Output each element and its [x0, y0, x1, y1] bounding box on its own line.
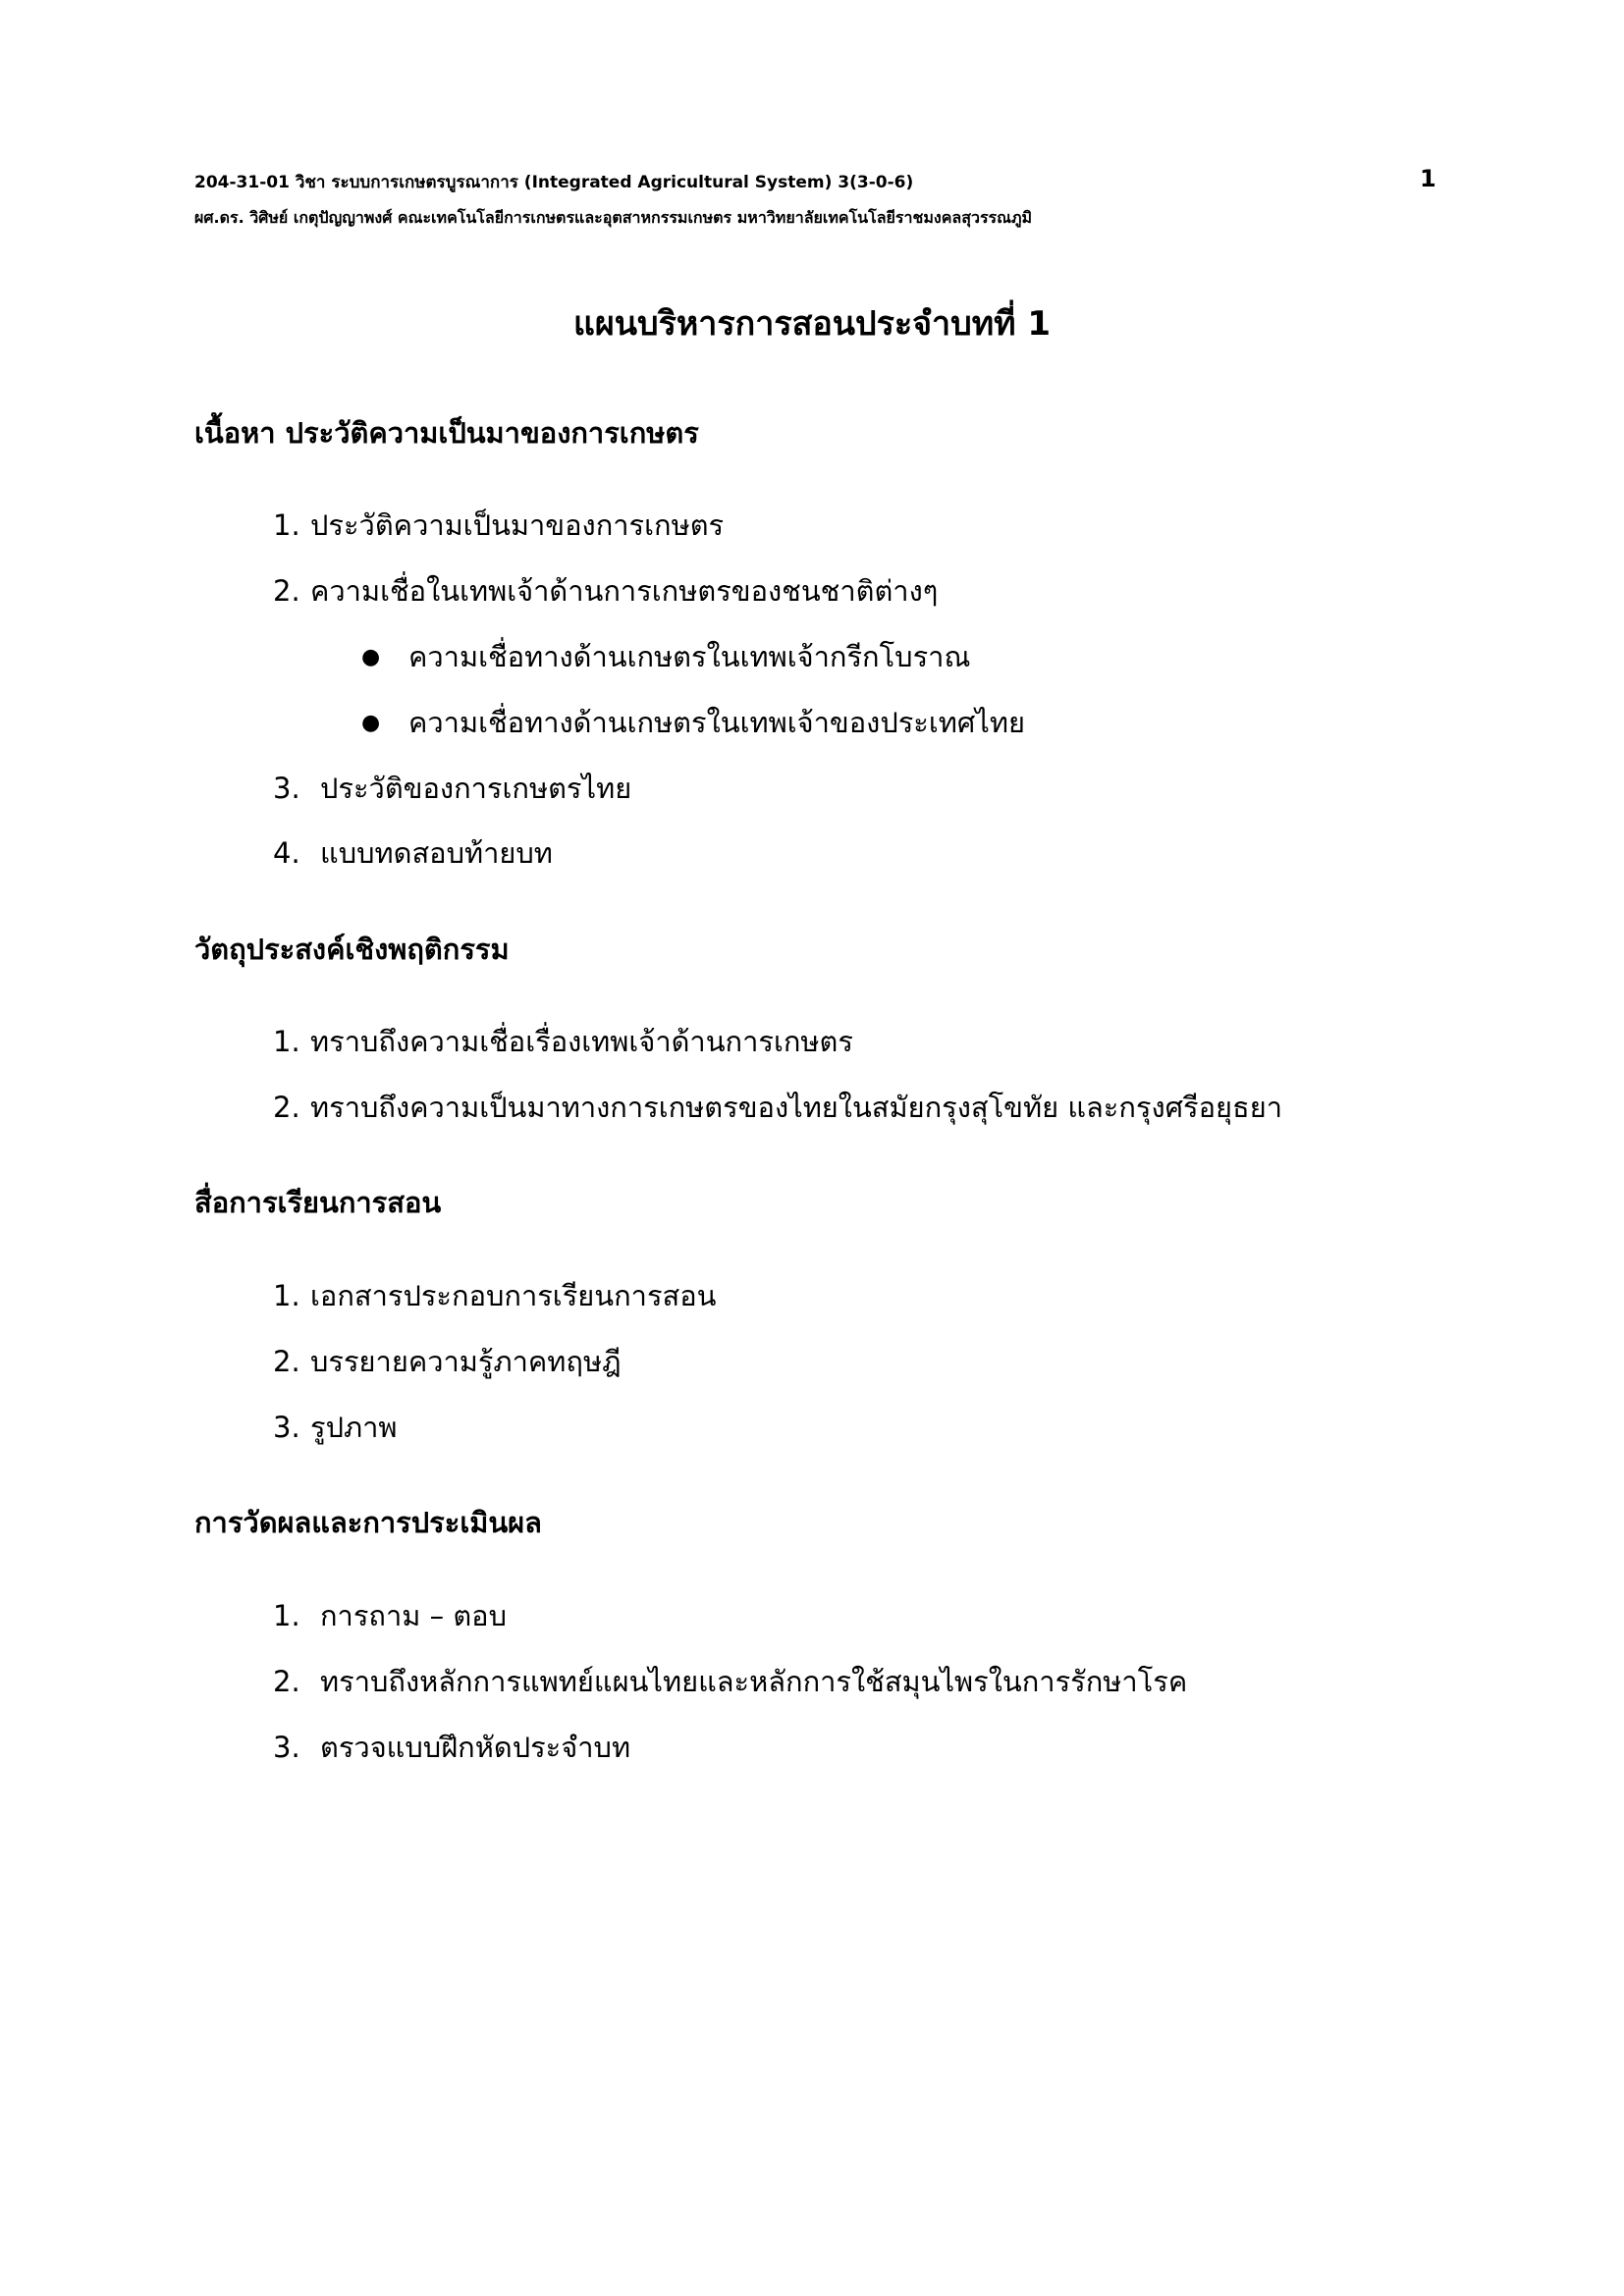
item-number: 2.	[273, 574, 300, 608]
item-number: 3.	[273, 772, 300, 805]
item-text: ทราบถึงความเชื่อเรื่องเทพเจ้าด้านการเกษตร	[310, 1025, 853, 1058]
page-number: 1	[1420, 165, 1436, 192]
bullet-item	[361, 700, 1025, 745]
list-item	[273, 1085, 1282, 1130]
author-header: ผศ.ดร. วิศิษย์ เกตุปัญญาพงศ์ คณะเทคโนโลยีการเกษตรและอุตสาหกรรมเกษตร มหาวิทยาลัยเทคโนโลยีราชมงคลสุวรรณภูมิ	[194, 208, 1033, 227]
list-item	[273, 503, 724, 548]
bullet-icon: ●	[361, 645, 381, 669]
content-heading: เนื้อหา ประวัติความเป็นมาของการเกษตร	[194, 416, 699, 450]
item-number: 1.	[273, 508, 300, 542]
item-number: 2.	[273, 1091, 300, 1124]
list-item	[273, 568, 938, 614]
item-number: 2.	[273, 1665, 300, 1698]
item-text: การถาม – ตอบ	[320, 1599, 507, 1632]
bullet-text: ความเชื่อทางด้านเกษตรในเทพเจ้ากรีกโบราณ	[408, 640, 971, 673]
item-text: รูปภาพ	[310, 1411, 398, 1444]
item-number: 1.	[273, 1279, 300, 1312]
item-number: 3.	[273, 1731, 300, 1764]
media-heading: สื่อการเรียนการสอน	[194, 1186, 442, 1219]
course-header: 204-31-01 วิชา ระบบการเกษตรบูรณาการ (Integrated Agricultural System) 3(3-0-6)	[194, 173, 914, 192]
bullet-text: ความเชื่อทางด้านเกษตรในเทพเจ้าของประเทศไทย	[408, 706, 1026, 739]
item-text: แบบทดสอบท้ายบท	[320, 836, 553, 870]
item-number: 1.	[273, 1599, 300, 1632]
item-number: 4.	[273, 836, 300, 870]
list-item	[273, 1019, 853, 1064]
item-text: ความเชื่อในเทพเจ้าด้านการเกษตรของชนชาติต่างๆ	[310, 574, 939, 608]
item-number: 3.	[273, 1411, 300, 1444]
item-text: ประวัติของการเกษตรไทย	[320, 772, 632, 805]
list-item	[273, 1339, 622, 1384]
document-title: แผนบริหารการสอนประจำบทที่ 1	[572, 304, 1052, 344]
item-number: 1.	[273, 1025, 300, 1058]
list-item	[273, 766, 631, 811]
item-text: ทราบถึงหลักการแพทย์แผนไทยและหลักการใช้สมุนไพรในการรักษาโรค	[320, 1665, 1188, 1698]
evaluation-heading: การวัดผลและการประเมินผล	[194, 1506, 542, 1539]
list-item	[273, 1659, 1187, 1704]
item-text: ตรวจแบบฝึกหัดประจำบท	[320, 1731, 631, 1764]
bullet-icon: ●	[361, 711, 381, 735]
list-item	[273, 1593, 507, 1638]
objectives-heading: วัตถุประสงค์เชิงพฤติกรรม	[194, 933, 510, 966]
item-text: ทราบถึงความเป็นมาทางการเกษตรของไทยในสมัยกรุงสุโขทัย และกรุงศรีอยุธยา	[310, 1091, 1283, 1124]
list-item	[273, 1405, 398, 1450]
list-item	[273, 1725, 630, 1770]
bullet-item	[361, 634, 970, 679]
item-text: ประวัติความเป็นมาของการเกษตร	[310, 508, 725, 542]
item-text: เอกสารประกอบการเรียนการสอน	[310, 1279, 717, 1312]
list-item	[273, 830, 553, 876]
item-text: บรรยายความรู้ภาคทฤษฎี	[310, 1345, 622, 1378]
item-number: 2.	[273, 1345, 300, 1378]
list-item	[273, 1273, 716, 1318]
